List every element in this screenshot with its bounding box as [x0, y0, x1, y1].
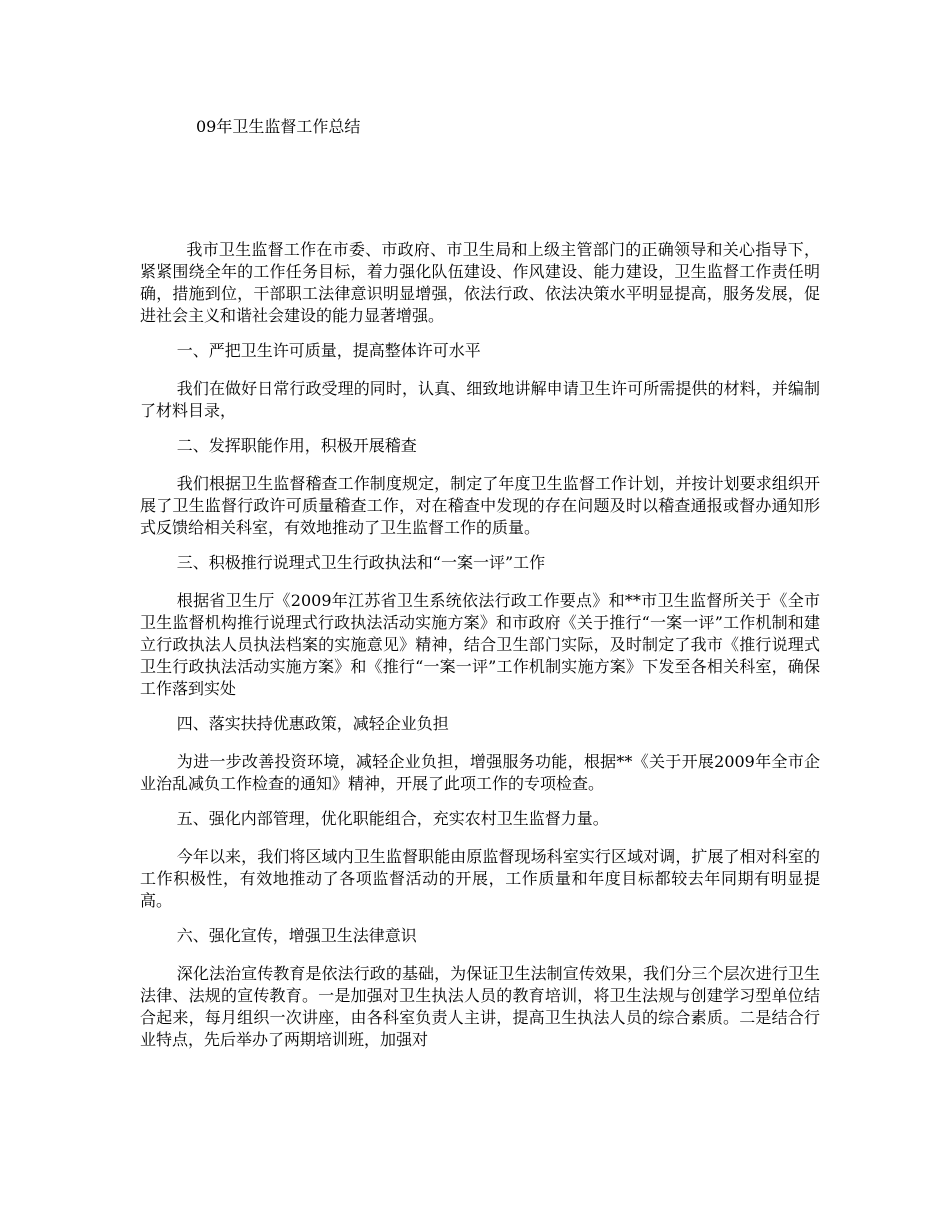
section-heading-2: 二、发挥职能作用，积极开展稽查 [176, 436, 417, 455]
section-heading-6: 六、强化宣传，增强卫生法律意识 [176, 926, 417, 945]
section-heading-5: 五、强化内部管理，优化职能组合，充实农村卫生监督力量。 [176, 809, 609, 828]
section-heading-4: 四、落实扶持优惠政策，减轻企业负担 [176, 714, 449, 733]
intro-paragraph: 我市卫生监督工作在市委、市政府、市卫生局和上级主管部门的正确领导和关心指导下，紧紧围绕全年的工作任务目标，着力强化队伍建设、作风建设、能力建设，卫生监督工作责任明确，措施到位，干部职工法律意识明显增强，依法行政、依法决策水平明显提高，服务发展，促进社会主义和谐社会建设的能力显著增强。 [140, 240, 820, 325]
section-paragraph-4: 为进一步改善投资环境，减轻企业负担，增强服务功能，根据**《关于开展2009年全市企业治乱减负工作检查的通知》精神，开展了此项工作的专项检查。 [140, 752, 820, 793]
document-body [140, 239, 820, 1064]
section-paragraph-1: 我们在做好日常行政受理的同时，认真、细致地讲解申请卫生许可所需提供的材料，并编制了材料目录， [140, 379, 820, 420]
section-heading-3: 三、积极推行说理式卫生行政执法和“一案一评”工作 [176, 553, 546, 572]
section-paragraph-6: 深化法治宣传教育是依法行政的基础，为保证卫生法制宣传效果，我们分三个层次进行卫生法律、法规的宣传教育。一是加强对卫生执法人员的教育培训，将卫生法规与创建学习型单位结合起来，每月组织一次讲座，由各科室负责人主讲，提高卫生执法人员的综合素质。二是结合行业特点，先后举办了两期培训班，加强对 [140, 964, 820, 1049]
section-paragraph-2: 我们根据卫生监督稽查工作制度规定，制定了年度卫生监督工作计划，并按计划要求组织开展了卫生监督行政许可质量稽查工作，对在稽查中发现的存在问题及时以稽查通报或督办通知形式反馈给相关科室，有效地推动了卫生监督工作的质量。 [140, 474, 820, 537]
section-paragraph-5: 今年以来，我们将区域内卫生监督职能由原监督现场科室实行区域对调，扩展了相对科室的工作积极性，有效地推动了各项监督活动的开展，工作质量和年度目标都较去年同期有明显提高。 [140, 847, 820, 910]
document-title: 09年卫生监督工作总结 [196, 117, 361, 136]
section-paragraph-3: 根据省卫生厅《2009年江苏省卫生系统依法行政工作要点》和**市卫生监督所关于《全市卫生监督机构推行说理式行政执法活动实施方案》和市政府《关于推行“一案一评”工作机制和建立行政执法人员执法档案的实施意见》精神，结合卫生部门实际，及时制定了我市《推行说理式卫生行政执法活动实施方案》和《推行“一案一评”工作机制实施方案》下发至各相关科室，确保工作落到实处 [140, 591, 820, 698]
section-heading-1: 一、严把卫生许可质量，提高整体许可水平 [176, 341, 481, 360]
